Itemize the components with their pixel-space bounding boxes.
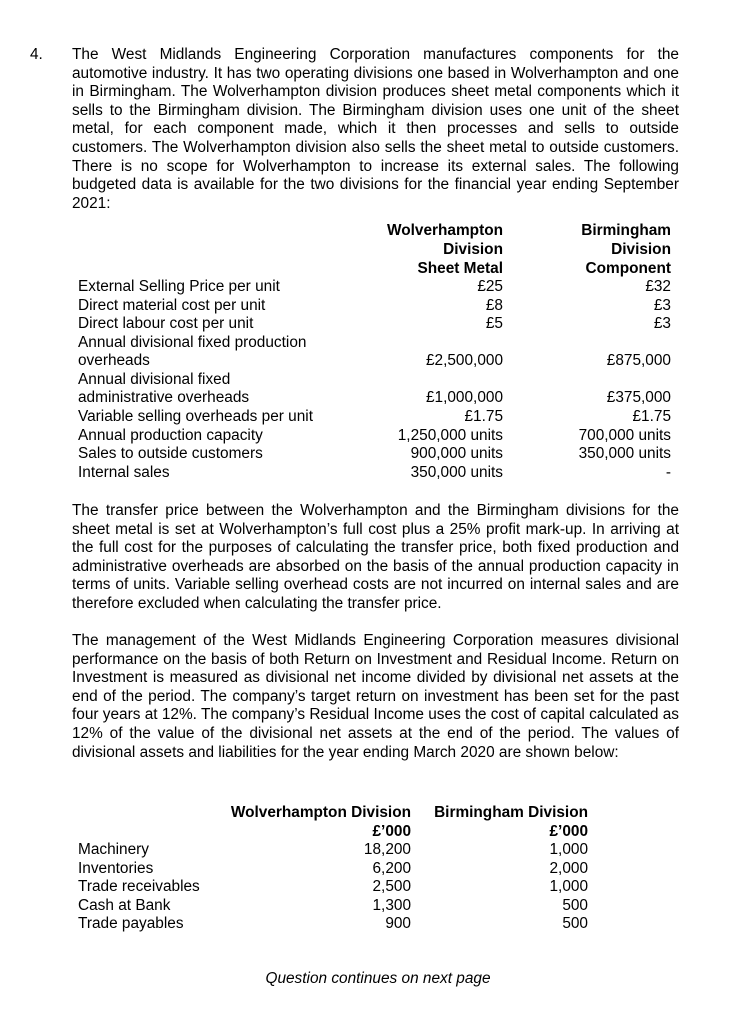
budget-row-col1: 900,000 units [410,445,503,462]
budget-row-col1: £5 [485,315,503,332]
budget-row-col2: £3 [653,315,671,332]
continuation-note: Question continues on next page [265,970,491,987]
intro-paragraph: The West Midlands Engineering Corporation manufactures components for the automotive industry. It has two operating divisions one based in Wolverhampton and one in Birmingham. The Wolverhampton division produces sheet metal components which it sells to the Birmingham division. The Birmingham division uses one unit of the sheet metal, for each component made, which it then processes and sells to outside customers. The Wolverhampton division also sells the sheet metal to outside customers. There is no scope for Wolverhampton to increase its external sales. The following budgeted data is available for the two divisions for the financial year ending September 2021: [72,46,679,212]
budget-row-col2: £3 [653,297,671,314]
budget-row-col1: £8 [485,297,503,314]
performance-paragraph: The management of the West Midlands Engineering Corporation measures divisional performance on the basis of both Return on Investment and Residual Income. Return on Investment is measured as divisional net income divided by divisional net assets at the end of the period. The company’s target return on investment has been set for the past four years at 12%. The company’s Residual Income uses the cost of capital calculated as 12% of the value of the divisional net assets at the end of the period. The values of divisional assets and liabilities for the year ending March 2020 are shown below: [72,632,679,761]
assets-row-label: Machinery [78,841,149,858]
budget-row-col1: £2,500,000 [425,352,503,369]
budget-header-col2-line2: Division [611,241,671,258]
budget-row-label: Variable selling overheads per unit [78,408,313,425]
budget-header-col1-line2: Division [443,241,503,258]
assets-row-label: Cash at Bank [78,897,171,914]
budget-header-col2-line1: Birmingham [581,222,671,239]
budget-row-col2: 350,000 units [578,445,671,462]
budget-row-label: External Selling Price per unit [78,278,280,295]
budget-row-col1: £1.75 [464,408,503,425]
transfer-price-paragraph: The transfer price between the Wolverhampton and the Birmingham divisions for the sheet metal is set at Wolverhampton’s full cost plus a 25% profit mark-up. In arriving at the full cost for the purposes of calculating the transfer price, both fixed production and administrative overheads are absorbed on the basis of the annual production capacity in terms of units. Variable selling overhead costs are not incurred on internal sales and are therefore excluded when calculating the transfer price. [72,502,679,612]
assets-row-col1: 1,300 [372,897,411,914]
assets-row-col2: 500 [562,915,588,932]
budget-row-col1: 1,250,000 units [397,427,503,444]
assets-row-col1: 6,200 [372,860,411,877]
budget-row-col2: - [665,464,671,481]
assets-row-col1: 18,200 [363,841,411,858]
budget-row-label: Annual divisional fixed production [78,334,307,351]
assets-row-col1: 2,500 [372,878,411,895]
budget-row-label-cont: overheads [78,352,150,369]
budget-header-col1-line1: Wolverhampton [386,222,503,239]
assets-header-col2-unit: £’000 [549,823,588,840]
budget-row-label-cont: administrative overheads [78,389,250,406]
assets-row-label: Trade payables [78,915,184,932]
budget-header-col2-line3: Component [585,260,671,277]
assets-row-label: Inventories [78,860,154,877]
budget-row-label: Direct labour cost per unit [78,315,254,332]
assets-header-col1-unit: £’000 [372,823,411,840]
assets-row-label: Trade receivables [78,878,200,895]
budget-row-col2: £1.75 [632,408,671,425]
budget-row-label: Annual divisional fixed [78,371,231,388]
question-number: 4. [30,46,43,63]
budget-row-col1: 350,000 units [410,464,503,481]
budget-row-label: Internal sales [78,464,170,481]
assets-row-col2: 500 [562,897,588,914]
assets-header-col2: Birmingham Division [434,804,588,821]
assets-row-col2: 1,000 [549,878,588,895]
budget-row-col2: £32 [645,278,671,295]
assets-row-col2: 1,000 [549,841,588,858]
assets-row-col1: 900 [385,915,411,932]
budget-row-col1: £25 [477,278,503,295]
budget-row-label: Annual production capacity [78,427,263,444]
budget-row-col2: £375,000 [606,389,671,406]
budget-row-col2: 700,000 units [578,427,671,444]
assets-row-col2: 2,000 [549,860,588,877]
budget-header-col1-line3: Sheet Metal [417,260,503,277]
assets-header-col1: Wolverhampton Division [230,804,411,821]
budget-row-col1: £1,000,000 [425,389,503,406]
budget-row-label: Direct material cost per unit [78,297,266,314]
budget-row-col2: £875,000 [606,352,671,369]
budget-row-label: Sales to outside customers [78,445,263,462]
